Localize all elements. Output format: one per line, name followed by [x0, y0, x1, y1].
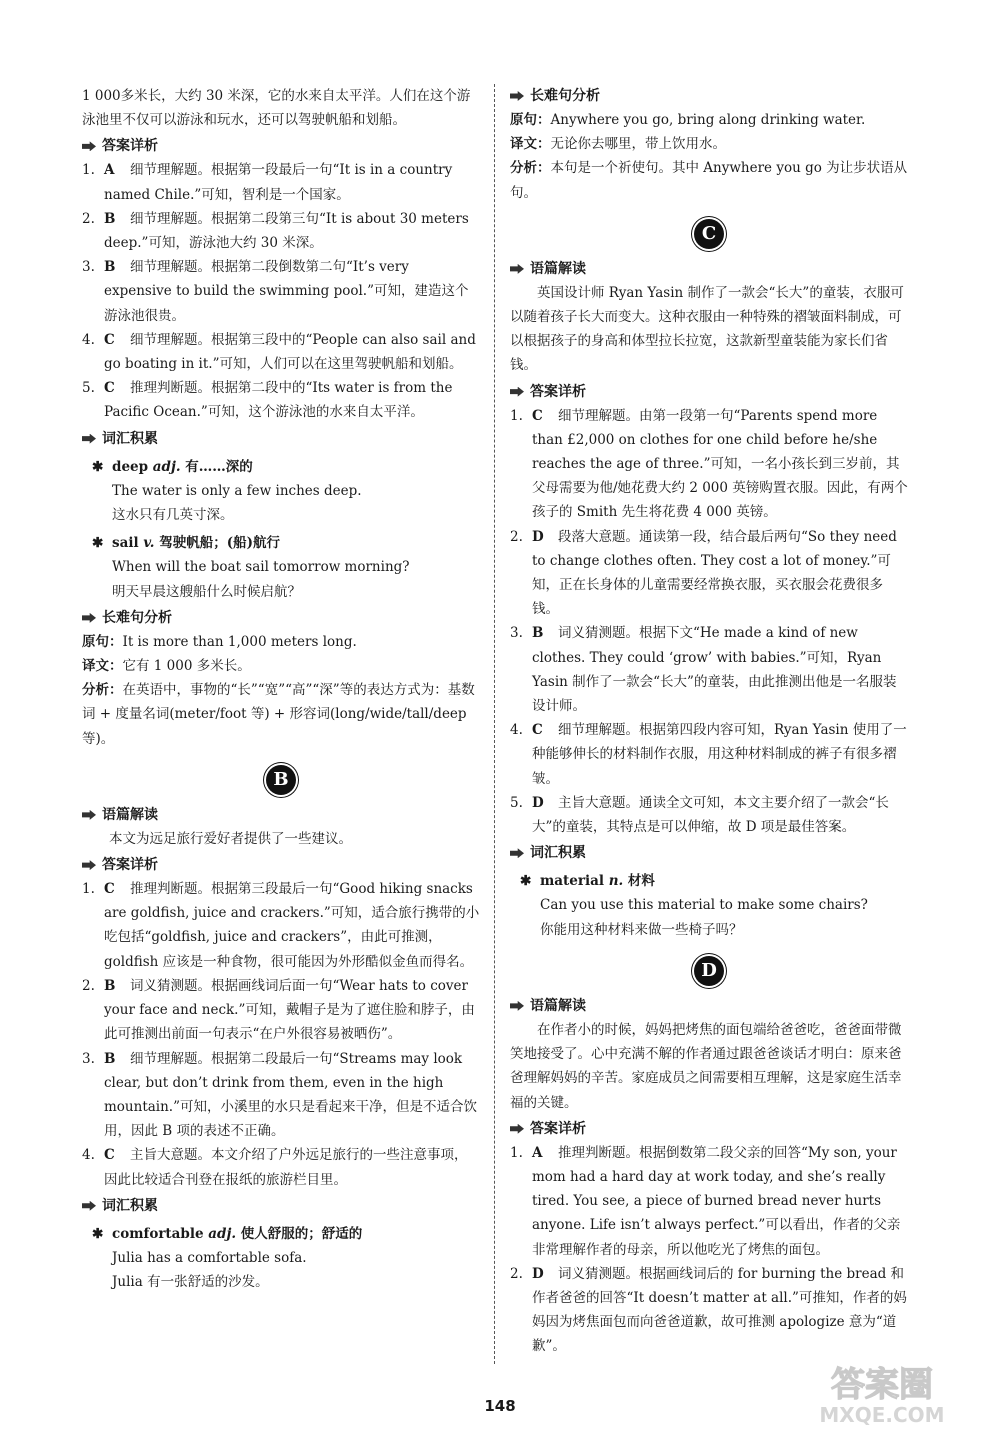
star-icon: ✱ [520, 873, 532, 890]
reading-heading-c: 语篇解读 [510, 257, 908, 281]
vocab-example-cn: 你能用这种材料来做一些椅子吗？ [540, 921, 743, 938]
star-icon: ✱ [92, 535, 104, 552]
answer-item: 2. D 词义猜测题。根据画线词后的 for burning the bread 和作者爸爸的回答“It doesn’t matter at all.”可推知，作者的妈妈因为烤焦面包而向爸爸道歉，故可推测 apologize 意为“道歉”。 [510, 1265, 907, 1355]
vocab-example-cn: 明天早晨这艘船什么时候启航？ [112, 583, 301, 600]
translation: 译文：无论你去哪里，带上饮用水。 [510, 136, 726, 153]
arrow-icon [82, 810, 96, 820]
left-column [82, 84, 480, 1294]
answer-item: 3. B 细节理解题。根据第二段倒数第二句“It’s very expensive to build the swimming pool.”可知，建造这个游泳池很贵。 [82, 259, 469, 324]
arrow-icon [82, 613, 96, 623]
answer-item: 1. A 细节理解题。根据第一段最后一句“It is in a country named Chile.”可知，智利是一个国家。 [82, 162, 453, 203]
vocab-example-cn: Julia 有一张舒适的沙发。 [112, 1274, 269, 1291]
long-sentence-heading-b: 长难句分析 [510, 84, 908, 108]
svg-text:答案圈: 答案圈 [831, 1365, 933, 1405]
vocab-example-en: Julia has a comfortable sofa. [112, 1249, 307, 1266]
arrow-icon [510, 91, 524, 101]
vocab-example-en: The water is only a few inches deep. [112, 482, 362, 499]
answer-item: 2. B 细节理解题。根据第二段第三句“It is about 30 meters deep.”可知，游泳池大约 30 米深。 [82, 210, 469, 252]
answer-item: 2. D 段落大意题。通读第一段，结合最后两句“So they need to change clothes often. They cost a lot of money.”可知，正在长身体的儿童需要经常换衣服，买衣服会花费很多钱。 [510, 528, 897, 618]
answers-heading-a: 答案详析 [82, 134, 480, 158]
arrow-icon [510, 1124, 524, 1134]
answer-item: 4. C 细节理解题。根据第三段中的“People can also sail and go boating in it.”可知，人们可以在这里驾驶帆船和划船。 [82, 331, 476, 373]
vocab-heading-b: 词汇积累 [82, 1194, 480, 1218]
answer-item: 3. B 词义猜测题。根据下文“He made a kind of new clothes. They could ‘grow’ with babies.”可知，Ryan Yasin 制作了一款会“长大”的童装，由此推测出他是一名服装设计师。 [510, 625, 897, 715]
arrow-icon [510, 387, 524, 397]
section-b-badge: B [82, 765, 480, 795]
analysis: 分析：在英语中，事物的“长”“宽”“高”“深”等的表达方式为：基数词 + 度量名词(meter/foot 等) + 形容词(long/wide/tall/deep 等)。 [82, 682, 475, 747]
arrow-icon [82, 434, 96, 444]
answers-list-c [510, 404, 908, 840]
answer-item: 4. C 细节理解题。根据第四段内容可知，Ryan Yasin 使用了一种能够伸长的材料制作衣服，用这种材料制成的裤子有很多褶皱。 [510, 722, 907, 787]
answers-list-a [82, 158, 480, 424]
answer-item: 1. C 推理判断题。根据第三段最后一句“Good hiking snacks are goldfish, juice and crackers.”可知，适合旅行携带的小吃包括“goldfish, juice and crackers”，由此可推测，goldfish 应该是一种食物，很可能因为外形酷似金鱼而得名。 [82, 881, 480, 970]
answer-item: 1. C 细节理解题。由第一段第一句“Parents spend more than £2,000 on clothes for one child before he/she reaches the age of three.”可知，一名小孩长到三岁前，其父母需要为他/她花费大约 2 000 英镑购置衣服。因此，有两个孩子的 Smith 先生将花费 4 000 英镑。 [510, 407, 908, 521]
arrow-icon [82, 1201, 96, 1211]
answers-heading-d: 答案详析 [510, 1117, 908, 1141]
arrow-icon [510, 264, 524, 274]
reading-summary-d: 在作者小的时候，妈妈把烤焦的面包端给爸爸吃，爸爸面带微笑地接受了。心中充满不解的作者通过跟爸爸谈话才明白：原来爸爸理解妈妈的辛苦。家庭成员之间需要相互理解，这是家庭生活幸福的关键。 [510, 1021, 902, 1111]
arrow-icon [510, 1001, 524, 1011]
reading-summary-c: 英国设计师 Ryan Yasin 制作了一款会“长大”的童装，衣服可以随着孩子长大而变大。这种衣服由一种特殊的褶皱面料制成，可以根据孩子的身高和体型拉长拉宽，这款新型童装能为家长们省钱。 [510, 284, 904, 374]
star-icon: ✱ [92, 1225, 104, 1242]
vocab-entry: ✱ sail v. 驾驶帆船；(船)航行 When will the boat sail tomorrow morning? 明天早晨这艘船什么时候启航？ [82, 531, 480, 604]
arrow-icon [82, 860, 96, 870]
column-divider [494, 84, 495, 1364]
vocab-entry: ✱ material n. 材料 Can you use this material to make some chairs? 你能用这种材料来做一些椅子吗？ [510, 869, 908, 942]
vocab-example-cn: 这水只有几英寸深。 [112, 507, 234, 524]
answer-item: 5. D 主旨大意题。通读全文可知，本文主要介绍了一款会“长大”的童装，其特点是可以伸缩，故 D 项是最佳答案。 [510, 794, 889, 836]
original-sentence: 原句：It is more than 1,000 meters long. [82, 633, 357, 650]
section-d-badge: D [510, 956, 908, 986]
answer-item: 3. B 细节理解题。根据第二段最后一句“Streams may look clear, but don’t drink from them, even in the high mountain.”可知，小溪里的水只是看起来干净，但是不适合饮用，因此 B 项的表述不正确。 [82, 1050, 477, 1140]
arrow-icon [510, 848, 524, 858]
long-sentence-heading-a: 长难句分析 [82, 606, 480, 630]
vocab-heading-c: 词汇积累 [510, 841, 908, 865]
answers-heading-c: 答案详析 [510, 380, 908, 404]
svg-text:MXQE.COM: MXQE.COM [819, 1403, 945, 1427]
reading-heading-b: 语篇解读 [82, 803, 480, 827]
vocab-entry: ✱ deep adj. 有……深的 The water is only a few inches deep. 这水只有几英寸深。 [82, 455, 480, 528]
answers-list-d [510, 1141, 908, 1359]
vocab-heading-a: 词汇积累 [82, 427, 480, 451]
answer-item: 2. B 词义猜测题。根据画线词后面一句“Wear hats to cover your face and neck.”可知，戴帽子是为了遮住脸和脖子，由此可推测出前面一句表示“在户外很容易被晒伤”。 [82, 977, 475, 1043]
vocab-example-en: Can you use this material to make some chairs? [540, 897, 868, 914]
answer-item: 4. C 主旨大意题。本文介绍了户外远足旅行的一些注意事项，因此比较适合刊登在报纸的旅游栏目里。 [82, 1147, 468, 1188]
analysis: 分析：本句是一个祈使句。其中 Anywhere you go 为让步状语从句。 [510, 160, 908, 201]
translation: 译文：它有 1 000 多米长。 [82, 658, 251, 675]
original-sentence: 原句：Anywhere you go, bring along drinking water. [510, 112, 866, 128]
star-icon: ✱ [92, 458, 104, 475]
reading-summary-b: 本文为远足旅行爱好者提供了一些建议。 [109, 830, 352, 847]
passage-a-continuation: 1 000多米长，大约 30 米深，它的水来自太平洋。人们在这个游泳池里不仅可以游泳和玩水，还可以驾驶帆船和划船。 [82, 88, 471, 129]
answers-heading-b: 答案详析 [82, 853, 480, 877]
answer-item: 5. C 推理判断题。根据第二段中的“Its water is from the Pacific Ocean.”可知，这个游泳池的水来自太平洋。 [82, 380, 453, 421]
section-c-badge: C [510, 219, 908, 249]
vocab-entry: ✱ comfortable adj. 使人舒服的；舒适的 Julia has a comfortable sofa. Julia 有一张舒适的沙发。 [82, 1222, 480, 1295]
answer-item: 1. A 推理判断题。根据倒数第二段父亲的回答“My son, your mom had a hard day at work today, and she’s really tired. You see, a piece of burned bread never hurts anyone. Life isn’t always perfect.”可以看出，作者的父亲非常理解作者的母亲，所以他吃光了烤焦的面包。 [510, 1144, 901, 1258]
page-number: 148 [484, 1397, 516, 1415]
vocab-example-en: When will the boat sail tomorrow morning? [112, 559, 410, 576]
reading-heading-d: 语篇解读 [510, 994, 908, 1018]
answers-list-b [82, 877, 480, 1192]
watermark-logo [782, 1358, 982, 1428]
arrow-icon [82, 141, 96, 151]
right-column [510, 84, 908, 1359]
